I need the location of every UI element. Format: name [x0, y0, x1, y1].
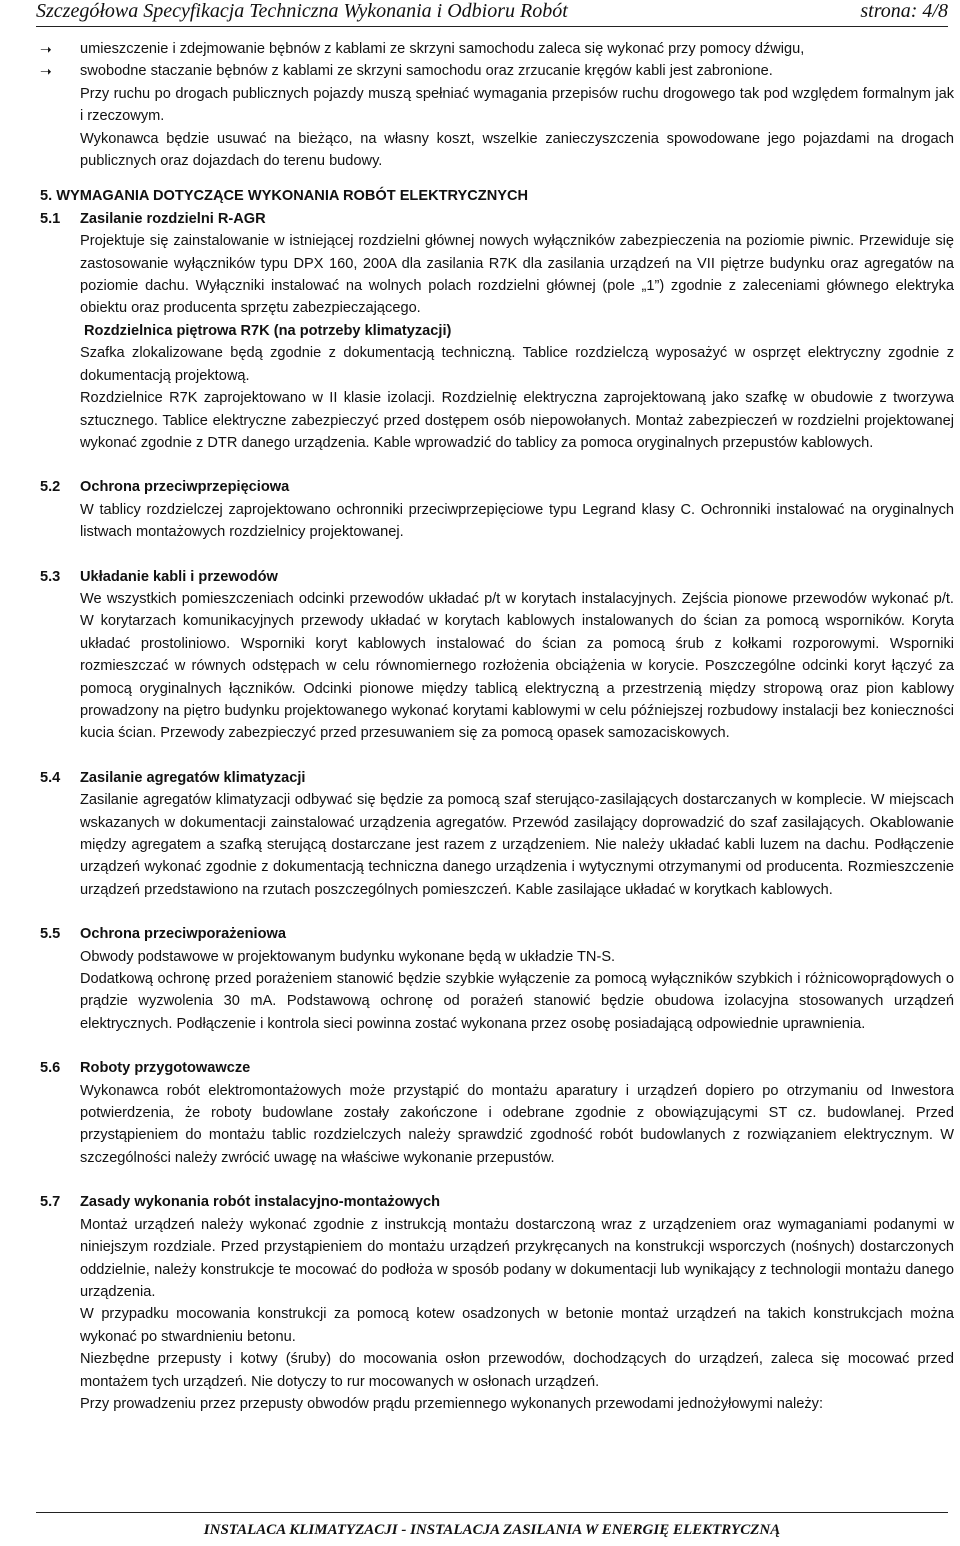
- subsection-title: Zasilanie rozdzielni R-AGR: [80, 210, 266, 227]
- section-heading: 5. WYMAGANIA DOTYCZĄCE WYKONANIA ROBÓT ELEKTRYCZNYCH: [40, 188, 529, 205]
- subsection-number: 5.4: [40, 769, 61, 786]
- arrow-right-icon: ➝: [40, 41, 52, 57]
- subsection-heading: [40, 1191, 954, 1213]
- paragraph: Montaż urządzeń należy wykonać zgodnie z instrukcją montażu dostarczoną wraz z urządzeniem oraz wymaganiami podanymi w niniejszym rozdziale. Przed przystąpieniem do montażu urządzeń przykręcanych na konstrukcji wsporczych (nośnych) dostarczonych oddzielnie, należy konstrukcje te mocować do podłoża w sposób podany w dokumentacji lub wynikający z technologii montażu danego urządzenia.: [80, 1216, 954, 1300]
- subsection-number: 5.3: [40, 568, 61, 585]
- paragraph: Rozdzielnice R7K zaprojektowano w II klasie izolacji. Rozdzielnię elektryczna zaprojektowaną jako szafkę w obudowie z tworzywa sztucznego. Tablice elektryczne zabezpieczyć przed dostępem osób niepowołanych. Montaż zabezpieczeń w rozdzielni projektowanej wykonać zgodnie z DTR danego urządzenia. Kable wprowadzić do tablicy za pomoca oryginalnych przepustów kablowych.: [80, 390, 954, 451]
- subsection-number: 5.6: [40, 1060, 61, 1077]
- paragraph: W tablicy rozdzielczej zaprojektowano ochronniki przeciwprzepięciowe typu Legrand klasy C. Ochronniki instalować na oryginalnych listwach montażowych rozdzielnicy projektowanej.: [80, 501, 954, 541]
- paragraph: Niezbędne przepusty i kotwy (śruby) do mocowania osłon przewodów, dochodzących do urządzeń, zaleca się mocować przed montażem tych urządzeń. Nie dotyczy to rur mocowanych w osłonach urządzeń.: [80, 1351, 954, 1390]
- paragraph: Projektuje się zainstalowanie w istniejącej rozdzielni głównej nowych wyłączników zabezpieczenia na poziomie piwnic. Przewiduje się zastosowanie wyłączników typu DPX 160, 200A dla zasilania R7K dla zasilania urządzeń na VII piętrze budynku oraz agregatów na poziomie dachu. Wyłączniki instalować na wolnych polach rozdzielni głównej (pole „1”) zgodnie z zaleceniami głównego elektryka obiektu oraz producenta sprzętu zabezpieczającego.: [80, 233, 954, 317]
- subsection-title: Zasady wykonania robót instalacyjno-montażowych: [80, 1194, 441, 1211]
- paragraph: We wszystkich pomieszczeniach odcinki przewodów układać p/t w korytach instalacyjnych. Zejścia pionowe przewodów wykonać p/t. W korytarzach komunikacyjnych przewody układać w korytach kablowych instalowanych do ścian za pomocą wsporników. Koryta układać prostoliniowo. Wsporniki koryt kablowych instalować do ścian za pomocą śrub z kołkami rozporowymi. Wsporniki rozmieszczać w równych odstępach w celu równomiernego rozłożenia obciążenia w korycie. Poszczególne odcinki koryt łączyć za pomocą oryginalnych łączników. Odcinki pionowe między tablicą elektryczną a przestrzenią między stropową oraz pion kablowy prowadzony na piętro budynku projektowanego wykonać korytami kablowymi w celu późniejszej rozbudowy instalacji bez konieczności kucia ścian. Przewody zabezpieczyć przed przesuwaniem się za pomocą opasek samozaciskowych.: [80, 590, 954, 742]
- page-footer: INSTALACA KLIMATYZACJI - INSTALACJA ZASILANIA W ENERGIĘ ELEKTRYCZNĄ: [36, 1512, 948, 1541]
- document-body: [40, 38, 954, 1415]
- subsection-title: Ochrona przeciwprzepięciowa: [80, 479, 290, 496]
- list-item-text: swobodne staczanie bębnów z kablami ze skrzyni samochodu oraz zrzucanie kręgów kabli jest zabronione.: [80, 63, 773, 80]
- subsection-number: 5.5: [40, 926, 61, 943]
- paragraph: W przypadku mocowania konstrukcji za pomocą kotew osadzonych w betonie montaż urządzeń na takich konstrukcjach można wykonać po stwardnieniu betonu.: [80, 1306, 954, 1345]
- paragraph: Zasilanie agregatów klimatyzacji odbywać się będzie za pomocą szaf sterująco-zasilających dostarczanych w komplecie. W miejscach wskazanych w dokumentacji zainstalować urządzenia agregatów. Przewód zasilający doprowadzić do szaf zasilających. Okablowanie między agregatem a szafką sterującą dostarczane jest razem z urządzeniem. Nie należy układać kabli luzem na dachu. Podłączenie urządzeń wykonać zgodnie z dokumentacją techniczna danego urządzenia i wytycznymi otrzymanymi od producenta. Rozmieszczenie urządzeń przedstawiono na rzutach poszczególnych pomieszczeń. Kable zasilające układać w korytkach kablowych.: [80, 792, 954, 898]
- list-item-text: umieszczenie i zdejmowanie bębnów z kablami ze skrzyni samochodu zaleca się wykonać przy pomocy dźwigu,: [80, 41, 805, 57]
- subsection-heading: [40, 476, 954, 498]
- subsection-number: 5.7: [40, 1194, 61, 1211]
- paragraph: Dodatkową ochronę przed porażeniem stanowić będzie szybkie wyłączenie za pomocą wyłączników szybkich i różnicowoprądowych o prądzie wyzwolenia 30 mA. Podstawową ochronę od porażeń stanowić będzie obudowa izolacyjna stosowanych urządzeń elektrycznych. Podłączenie i kontrola sieci powinna zostać wykonana przez osobę posiadającą odpowiednie uprawnienia.: [80, 971, 954, 1032]
- page-header: [36, 0, 948, 27]
- subsection-title: Roboty przygotowawcze: [80, 1060, 251, 1077]
- paragraph: Obwody podstawowe w projektowanym budynku wykonane będą w układzie TN-S.: [80, 948, 616, 965]
- arrow-right-icon: ➝: [40, 63, 52, 80]
- subsection-title: Ochrona przeciwporażeniowa: [80, 926, 286, 943]
- subsection-number: 5.1: [40, 210, 61, 227]
- paragraph: Przy prowadzeniu przez przepusty obwodów prądu przemiennego wykonanych przewodami jednożyłowymi należy:: [80, 1395, 824, 1412]
- subheading: Rozdzielnica piętrowa R7K (na potrzeby klimatyzacji): [84, 322, 452, 339]
- document-title: Szczegółowa Specyfikacja Techniczna Wykonania i Odbioru Robót: [36, 0, 568, 22]
- list-item: [40, 60, 954, 82]
- subsection-heading: [40, 767, 954, 789]
- list-item: [40, 38, 954, 60]
- paragraph: Wykonawca będzie usuwać na bieżąco, na własny koszt, wszelkie zanieczyszczenia spowodowane jego pojazdami na drogach publicznych oraz dojazdach do terenu budowy.: [80, 130, 954, 170]
- subsection-heading: [40, 923, 954, 945]
- paragraph: Przy ruchu po drogach publicznych pojazdy muszą spełniać wymagania przepisów ruchu drogowego tak pod względem formalnym jak i rzeczowym.: [80, 85, 954, 125]
- paragraph: Wykonawca robót elektromontażowych może przystąpić do montażu aparatury i urządzeń dopiero po otrzymaniu od Inwestora potwierdzenia, że roboty budowlane zostały zakończone i odebrane zgodnie z obowiązującymi ST cz. budowlanej. Przed przystąpieniem do montażu tablic rozdzielczych należy sprawdzić zgodność robót budowlanych z rozwiązaniem elektrycznym. W szczególności należy zwrócić uwagę na właściwe wykonanie przepustów.: [80, 1082, 954, 1166]
- subsection-heading: [40, 566, 954, 588]
- subsection-heading: [40, 1057, 954, 1079]
- subsection-title: Zasilanie agregatów klimatyzacji: [80, 769, 306, 786]
- subsection-heading: [40, 208, 954, 230]
- subsection-number: 5.2: [40, 479, 61, 496]
- subsection-title: Układanie kabli i przewodów: [80, 568, 278, 585]
- paragraph: Szafka zlokalizowane będą zgodnie z dokumentacją techniczną. Tablice rozdzielczą wyposażyć w osprzęt elektryczny zgodnie z dokumentacją projektową.: [80, 345, 954, 384]
- page-number: strona: 4/8: [860, 0, 948, 22]
